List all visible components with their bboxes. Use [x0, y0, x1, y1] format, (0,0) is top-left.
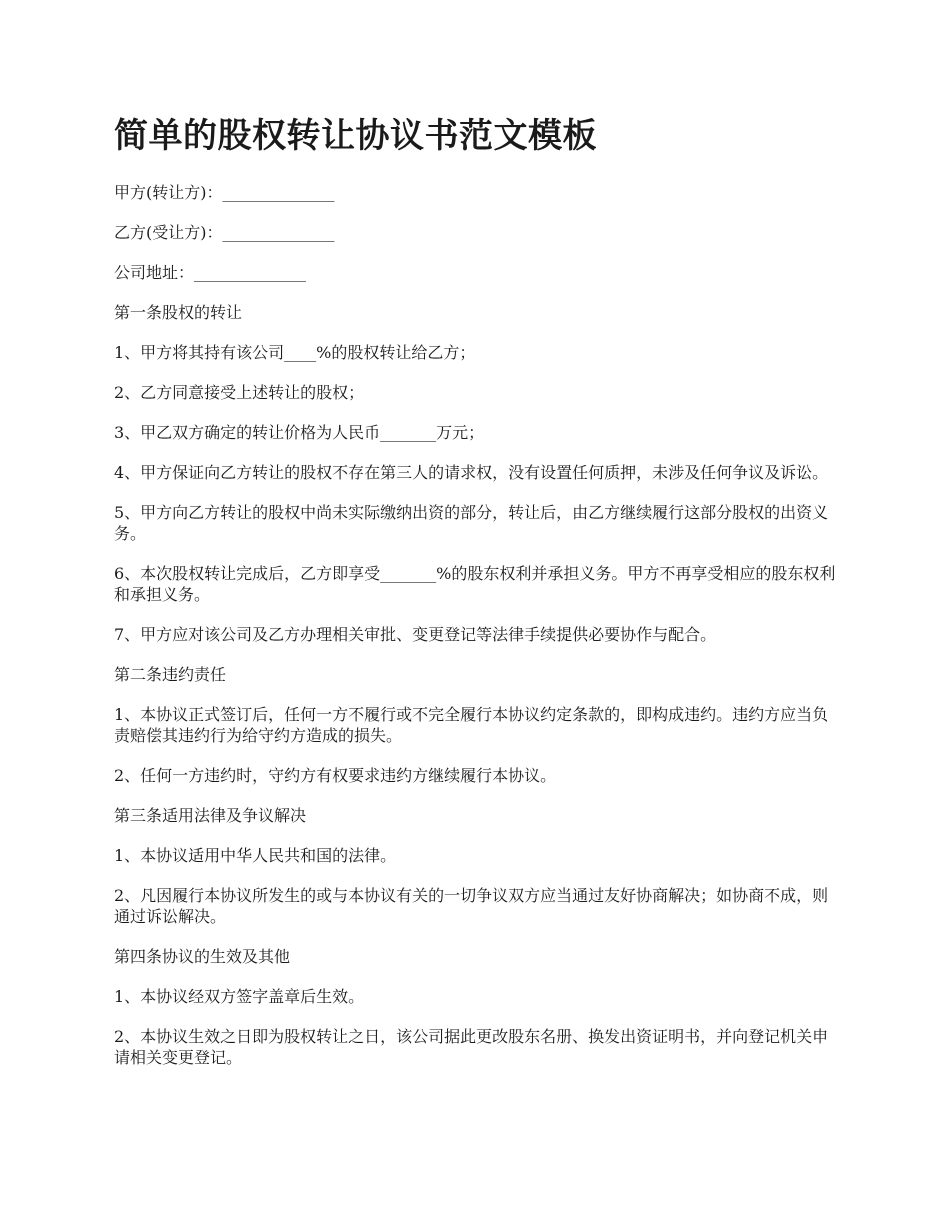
article-1-clause-2: 2、乙方同意接受上述转让的股权；	[114, 383, 365, 402]
party-b-line: 乙方(受让方)：______________	[114, 223, 335, 242]
article-2-heading: 第二条违约责任	[114, 665, 227, 684]
article-4-clause-1: 1、本协议经双方签字盖章后生效。	[114, 987, 365, 1006]
document-title: 简单的股权转让协议书范文模板	[114, 116, 597, 156]
article-2-clause-2: 2、任何一方违约时，守约方有权要求违约方继续履行本协议。	[114, 766, 557, 785]
article-3-heading: 第三条适用法律及争议解决	[114, 806, 307, 825]
article-2-clause-1: 1、本协议正式签订后，任何一方不履行或不完全履行本协议约定条款的，即构成违约。违约方应当负责赔偿其违约行为给守约方造成的损失。	[114, 705, 829, 745]
article-1-clause-4: 4、甲方保证向乙方转让的股权不存在第三人的请求权，没有设置任何质押，未涉及任何争议及诉讼。	[114, 463, 829, 482]
document-body	[114, 112, 836, 1087]
company-address-line: 公司地址：______________	[114, 263, 307, 282]
article-1-clause-3: 3、甲乙双方确定的转让价格为人民币_______万元；	[114, 423, 485, 442]
party-a-line: 甲方(转让方)：______________	[114, 183, 335, 202]
article-1-clause-6: 6、本次股权转让完成后，乙方即享受_______%的股东权利并承担义务。甲方不再享受相应的股东权利和承担义务。	[114, 564, 836, 604]
article-3-clause-2: 2、凡因履行本协议所发生的或与本协议有关的一切争议双方应当通过友好协商解决；如协商不成，则通过诉讼解决。	[114, 886, 829, 926]
article-1-clause-7: 7、甲方应对该公司及乙方办理相关审批、变更登记等法律手续提供必要协作与配合。	[114, 625, 717, 644]
article-4-heading: 第四条协议的生效及其他	[114, 947, 291, 966]
article-1-clause-5: 5、甲方向乙方转让的股权中尚未实际缴纳出资的部分，转让后，由乙方继续履行这部分股权的出资义务。	[114, 503, 829, 543]
article-1-heading: 第一条股权的转让	[114, 303, 243, 322]
article-3-clause-1: 1、本协议适用中华人民共和国的法律。	[114, 846, 397, 865]
article-1-clause-1: 1、甲方将其持有该公司____%的股权转让给乙方；	[114, 343, 476, 362]
article-4-clause-2: 2、本协议生效之日即为股权转让之日，该公司据此更改股东名册、换发出资证明书，并向登记机关申请相关变更登记。	[114, 1027, 829, 1067]
